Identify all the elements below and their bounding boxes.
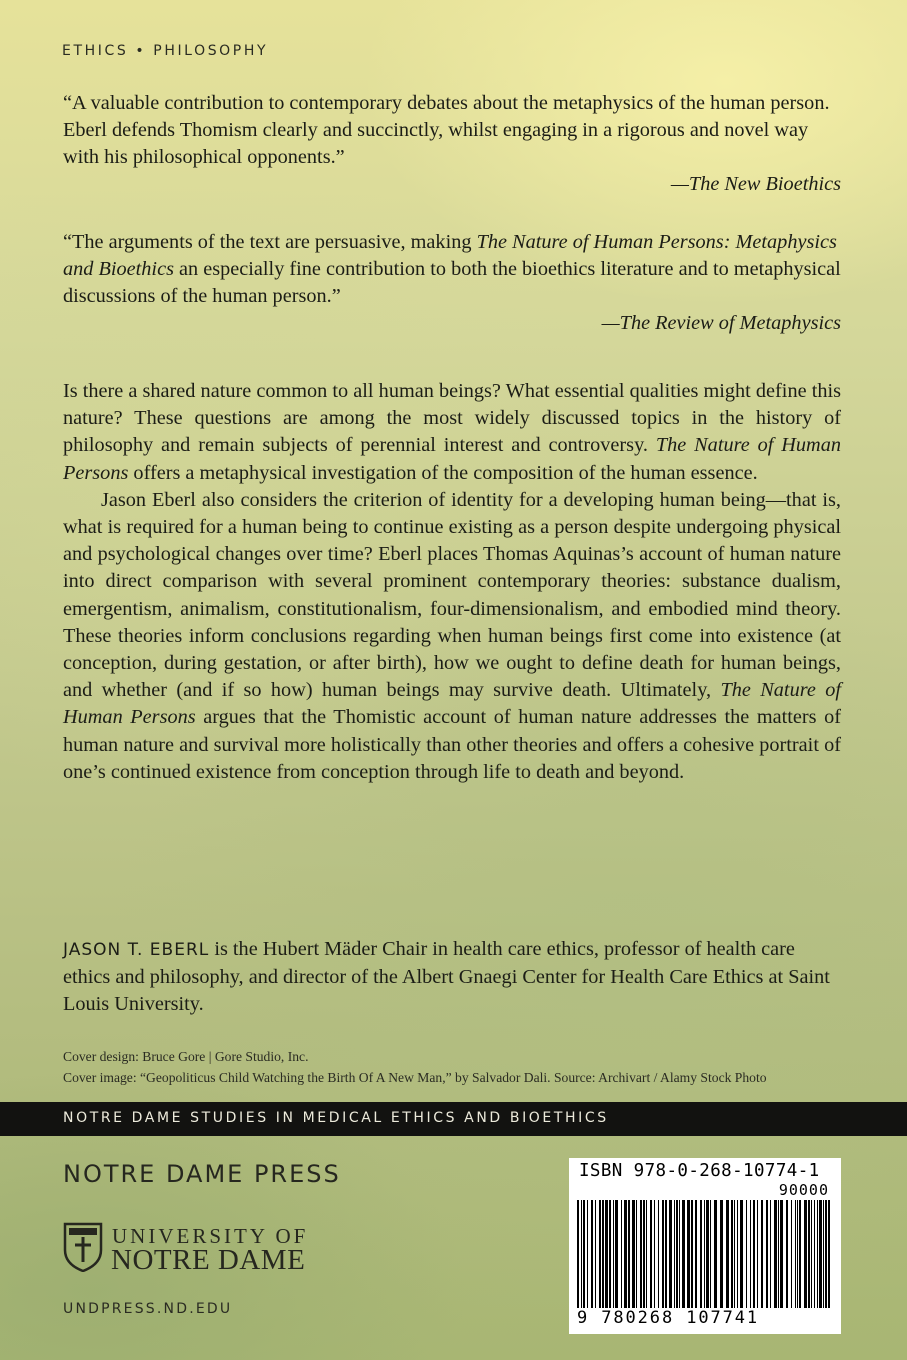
barcode-bar [658,1200,659,1308]
quote-text [63,229,841,310]
press-name: NOTRE DAME PRESS [63,1160,341,1188]
price-code: 90000 [778,1181,829,1199]
description-book-title: The Nature of Human Persons [63,679,841,729]
barcode-bar [695,1200,697,1308]
barcode-bar [581,1200,582,1308]
university-shield-icon [63,1222,103,1272]
description-paragraph-2 [63,487,841,786]
barcode-bar [766,1200,768,1308]
cover-credits [63,1046,767,1088]
barcode-bar [753,1200,755,1308]
barcode-bar [786,1200,788,1308]
barcode-bar [828,1200,830,1308]
barcode-bar [770,1200,771,1308]
barcode-bar [774,1200,777,1308]
barcode-bar [750,1200,751,1308]
barcode-bar [804,1200,807,1308]
barcode-bar [814,1200,815,1308]
barcode-bar [778,1200,779,1308]
barcode-bar [650,1200,652,1308]
barcode-bar [676,1200,678,1308]
barcode-bar [825,1200,827,1308]
review-quote-1 [63,90,841,198]
barcode-bar [706,1200,709,1308]
barcode-bar [734,1200,735,1308]
isbn-number: ISBN 978-0-268-10774-1 [579,1161,820,1181]
barcode-bar [654,1200,655,1308]
barcode-bar [583,1200,585,1308]
quote-book-title: The Nature of Human Persons: Metaphysics and Bioethics [63,231,837,280]
barcode-bar [714,1200,717,1308]
description-text: Is there a shared nature common to all human beings? What essential qualities might define this nature? These questions are among the most widely discussed topics in the history of philosophy and remain subjects of perennial interest and controversy. [63,380,841,457]
barcode-bar [811,1200,812,1308]
barcode-bar [599,1200,601,1308]
barcode-bar [682,1200,685,1308]
barcode-bar [615,1200,618,1308]
barcode-bar [646,1200,647,1308]
barcode-bar [636,1200,637,1308]
barcode-bar [817,1200,818,1308]
description-paragraph-1 [63,378,841,487]
barcode-bar [640,1200,642,1308]
university-name-top: UNIVERSITY OF [112,1224,309,1248]
barcode-bar [791,1200,792,1308]
cover-image-credit: Cover image: “Geopoliticus Child Watching the Birth Of A New Man,” by Salvador Dali. Source: Archivart / Alamy Stock Photo [63,1070,767,1085]
quote-text-start: “The arguments of the text are persuasive, making [63,231,477,253]
barcode-bar [780,1200,783,1308]
barcode-bar [726,1200,729,1308]
barcode-bar [799,1200,801,1308]
barcode-bar [605,1200,608,1308]
barcode-bar [587,1200,588,1308]
author-name: JASON T. EBERL [63,940,210,960]
barcode-bar [577,1200,579,1308]
barcode-digits: 9 780268 107741 [577,1308,760,1328]
barcode-bar [609,1200,611,1308]
barcode-bar [679,1200,680,1308]
quote-attribution: —The Review of Metaphysics [601,312,841,334]
barcode-bar [700,1200,702,1308]
barcode-bar [740,1200,743,1308]
barcode-bar [757,1200,758,1308]
barcode-bar [731,1200,733,1308]
barcode-bar [808,1200,810,1308]
barcode-bar [819,1200,822,1308]
barcode-bar [795,1200,796,1308]
author-bio-text: is the Hubert Mäder Chair in health care ethics, professor of health care ethics and philosophy, and director of the Albert Gnaegi Center for Health Care Ethics at Saint Louis University. [63,938,830,1016]
barcode-bar [797,1200,798,1308]
cover-design-credit: Cover design: Bruce Gore | Gore Studio, Inc. [63,1049,309,1064]
quote-text: “A valuable contribution to contemporary debates about the metaphysics of the human person. Eberl defends Thomism clearly and succinctly, whilst engaging in a rigorous and novel way with his philosophical opponents.” [63,92,830,168]
barcode-bar [613,1200,614,1308]
barcode-bar [591,1200,593,1308]
quote-attribution: —The New Bioethics [670,173,841,195]
description-book-title: The Nature of Human Persons [63,434,841,484]
description-text: argues that the Thomistic account of human nature addresses the matters of human nature and survival more holistically than other theories and offers a cohesive portrait of one’s continued existence from conception through life to death and beyond. [63,706,842,783]
description-text: offers a metaphysical investigation of the composition of the human essence. [128,461,758,484]
barcode-bar [720,1200,723,1308]
barcode-bar [628,1200,630,1308]
barcode-bar [674,1200,675,1308]
university-name-bottom: NOTRE DAME [111,1244,306,1276]
barcode-bar [737,1200,738,1308]
isbn-barcode [569,1158,841,1334]
barcode-bar [823,1200,824,1308]
book-description [63,378,841,786]
press-url: UNDPRESS.ND.EDU [63,1301,233,1317]
series-title: NOTRE DAME STUDIES IN MEDICAL ETHICS AND BIOETHICS [63,1110,609,1126]
category-label: ETHICS • PHILOSOPHY [62,43,269,59]
barcode-bar [595,1200,596,1308]
barcode-bar [662,1200,664,1308]
barcode-bar [632,1200,635,1308]
barcode-bar [665,1200,667,1308]
barcode-bar [746,1200,747,1308]
barcode-bar [669,1200,672,1308]
author-bio [63,936,841,1019]
barcode-bar [710,1200,711,1308]
barcode-bar [643,1200,645,1308]
quote-text-end: an especially fine contribution to both the bioethics literature and to metaphysical discussions of the human person.” [63,258,841,307]
barcode-bar [624,1200,627,1308]
barcode-bar [761,1200,763,1308]
barcode-bar [602,1200,604,1308]
barcode-bar [691,1200,693,1308]
barcode-bar [704,1200,705,1308]
barcode-bar [621,1200,622,1308]
review-quote-2 [63,229,841,337]
description-text: Jason Eberl also considers the criterion of identity for a developing human being—that is, what is required for a human being to continue existing as a person despite undergoing physical and psychological changes over time? Eberl places Thomas Aquinas’s account of human nature into direct comparison with several prominent contemporary theories: substance dualism, emergentism, animalism, constitutionalism, four-dimensionalism, and embodied mind theory. These theories inform conclusions regarding when human beings first come into existence (at conception, during gestation, or after birth), how we ought to define death for human beings, and whether (and if so how) human beings may survive death. Ultimately, [63,488,841,702]
barcode-bars [575,1200,835,1308]
series-band [0,1102,907,1136]
barcode-bar [687,1200,690,1308]
